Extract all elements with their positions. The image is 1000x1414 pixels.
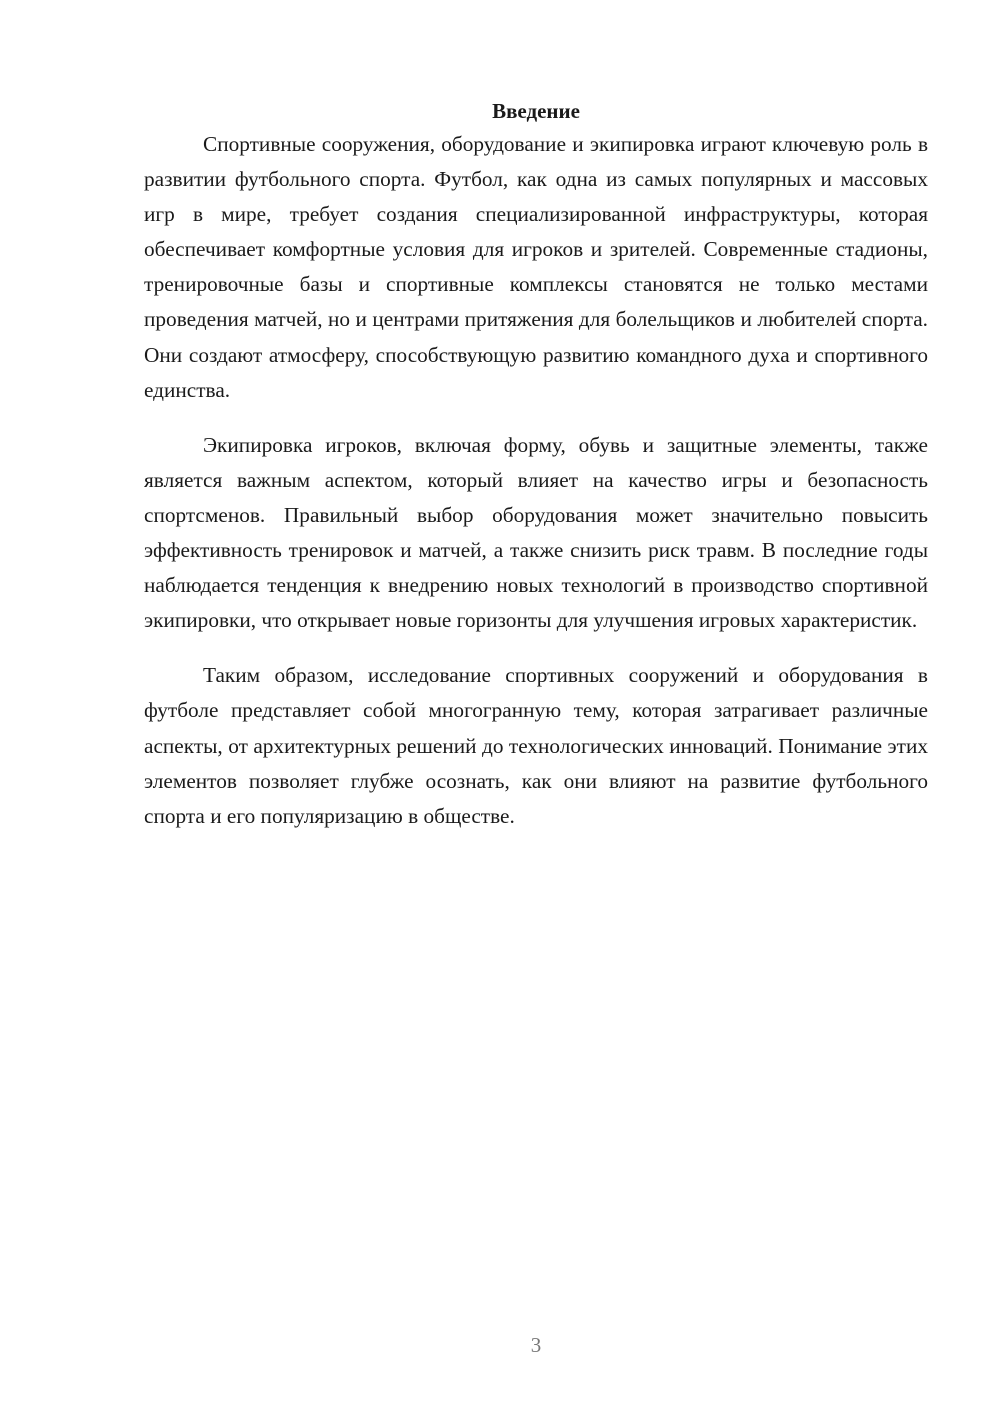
paragraph-1: Спортивные сооружения, оборудование и экипировка играют ключевую роль в развитии футбольного спорта. Футбол, как одна из самых популярных и массовых игр в мире, требует создания специализированной инфраструктуры, которая обеспечивает комфортные условия для игроков и зрителей. Современные стадионы, тренировочные базы и спортивные комплексы становятся не только местами проведения матчей, но и центрами притяжения для болельщиков и любителей спорта. Они создают атмосферу, способствующую развитию командного духа и спортивного единства. <box>144 132 928 402</box>
paragraph-2: Экипировка игроков, включая форму, обувь и защитные элементы, также является важным аспектом, который влияет на качество игры и безопасность спортсменов. Правильный выбор оборудования может значительно повысить эффективность тренировок и матчей, а также снизить риск травм. В последние годы наблюдается тенденция к внедрению новых технологий в производство спортивной экипировки, что открывает новые горизонты для улучшения игровых характеристик. <box>144 432 928 633</box>
page-number: 3 <box>530 1333 542 1357</box>
section-heading: Введение <box>492 99 580 123</box>
page-content <box>144 95 928 834</box>
paragraph-3: Таким образом, исследование спортивных сооружений и оборудования в футболе представляет собой многогранную тему, которая затрагивает различные аспекты, от архитектурных решений до технологических инноваций. Понимание этих элементов позволяет глубже осознать, как они влияют на развитие футбольного спорта и его популяризацию в обществе. <box>144 663 928 828</box>
